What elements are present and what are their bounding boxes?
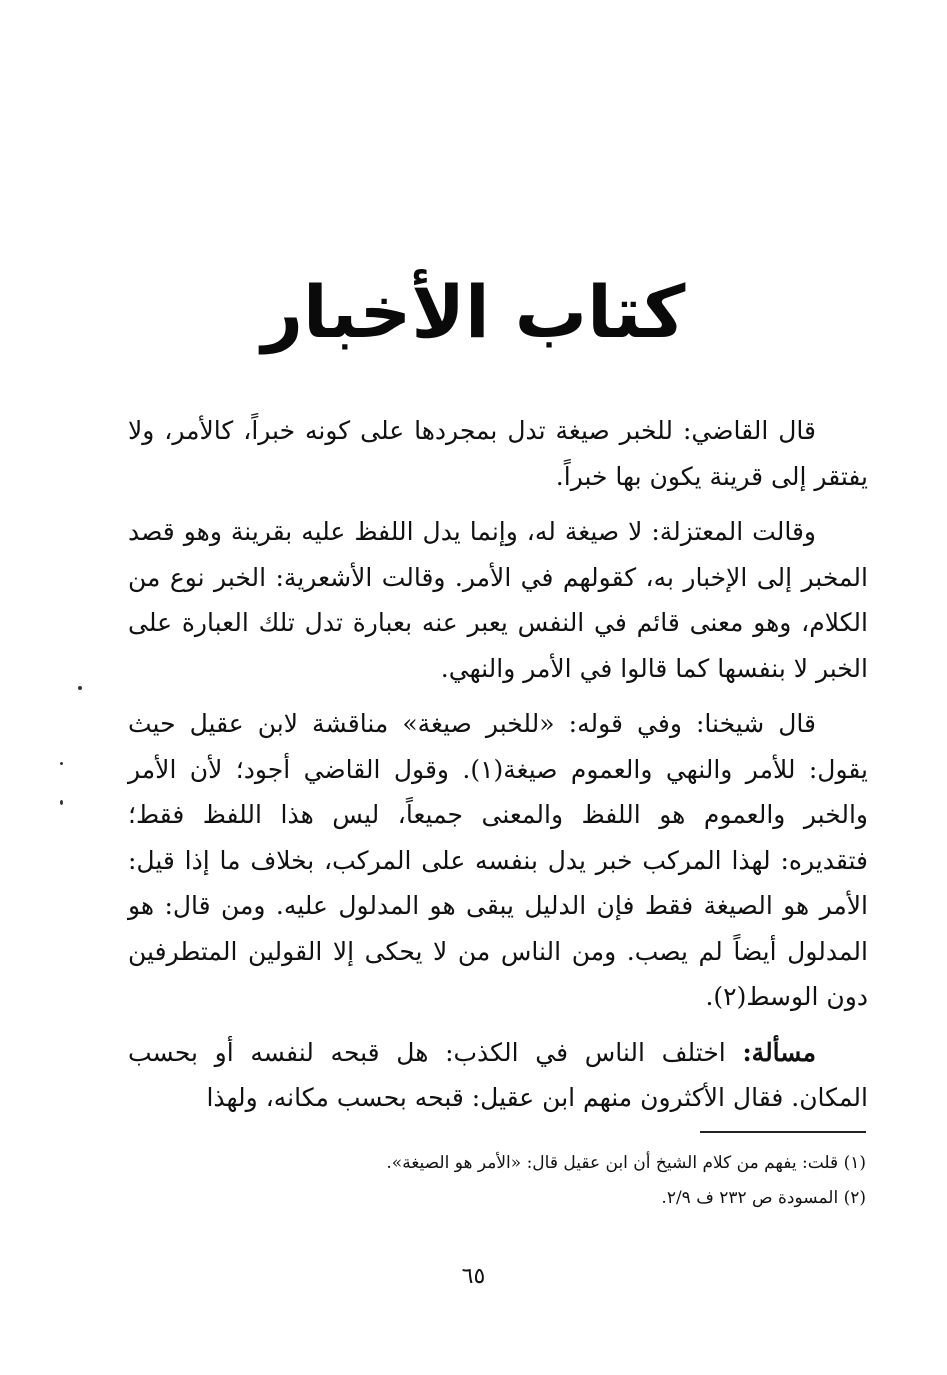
- footnotes: [128, 1146, 866, 1216]
- paragraph-mutazila: وقالت المعتزلة: لا صيغة له، وإنما يدل اللفظ عليه بقرينة وهو قصد المخبر إلى الإخبار به، كقولهم في الأمر. وقالت الأشعرية: الخبر نوع من الكلام، وهو معنى قائم في النفس يعبر عنه بعبارة تدل تلك العبارة على الخبر لا بنفسها كما قالوا في الأمر والنهي.: [128, 517, 868, 683]
- footnote-1: (١) قلت: يفهم من كلام الشيخ أن ابن عقيل قال: «الأمر هو الصيغة».: [386, 1153, 866, 1173]
- footnote-2: (٢) المسودة ص ٢٣٢ ف ٢/٩.: [661, 1188, 866, 1208]
- paragraph-masala: [128, 1030, 868, 1121]
- paragraph-qadi: قال القاضي: للخبر صيغة تدل بمجردها على كونه خبراً، كالأمر، ولا يفتقر إلى قرينة يكون بها خبراً.: [128, 416, 868, 491]
- paragraph-shaykh: قال شيخنا: وفي قوله: «للخبر صيغة» مناقشة لابن عقيل حيث يقول: للأمر والنهي والعموم صيغة(١). وقول القاضي أجود؛ لأن الأمر والخبر والعموم هو اللفظ والمعنى جميعاً، ليس هذا اللفظ فقط؛ فتقديره: لهذا المركب خبر يدل بنفسه على المركب، بخلاف ما إذا قيل: الأمر هو الصيغة فقط فإن الدليل يبقى هو المدلول عليه. ومن قال: هو المدلول أيضاً لم يصب. ومن الناس من لا يحكى إلا القولين المتطرفين دون الوسط(٢).: [128, 709, 868, 1011]
- page-number: ٦٥: [461, 1264, 486, 1289]
- scan-speck: [60, 800, 63, 805]
- main-text: [128, 408, 868, 1131]
- scan-speck: [60, 762, 63, 765]
- scan-speck: [78, 686, 82, 690]
- masala-text: اختلف الناس في الكذب: هل قبحه لنفسه أو بحسب المكان. فقال الأكثرون منهم ابن عقيل: قبحه بحسب مكانه، ولهذا: [128, 1037, 868, 1112]
- masala-label: مسألة:: [742, 1037, 816, 1067]
- footnote-divider: [700, 1131, 866, 1133]
- chapter-title: كتاب الأخبار: [261, 270, 686, 354]
